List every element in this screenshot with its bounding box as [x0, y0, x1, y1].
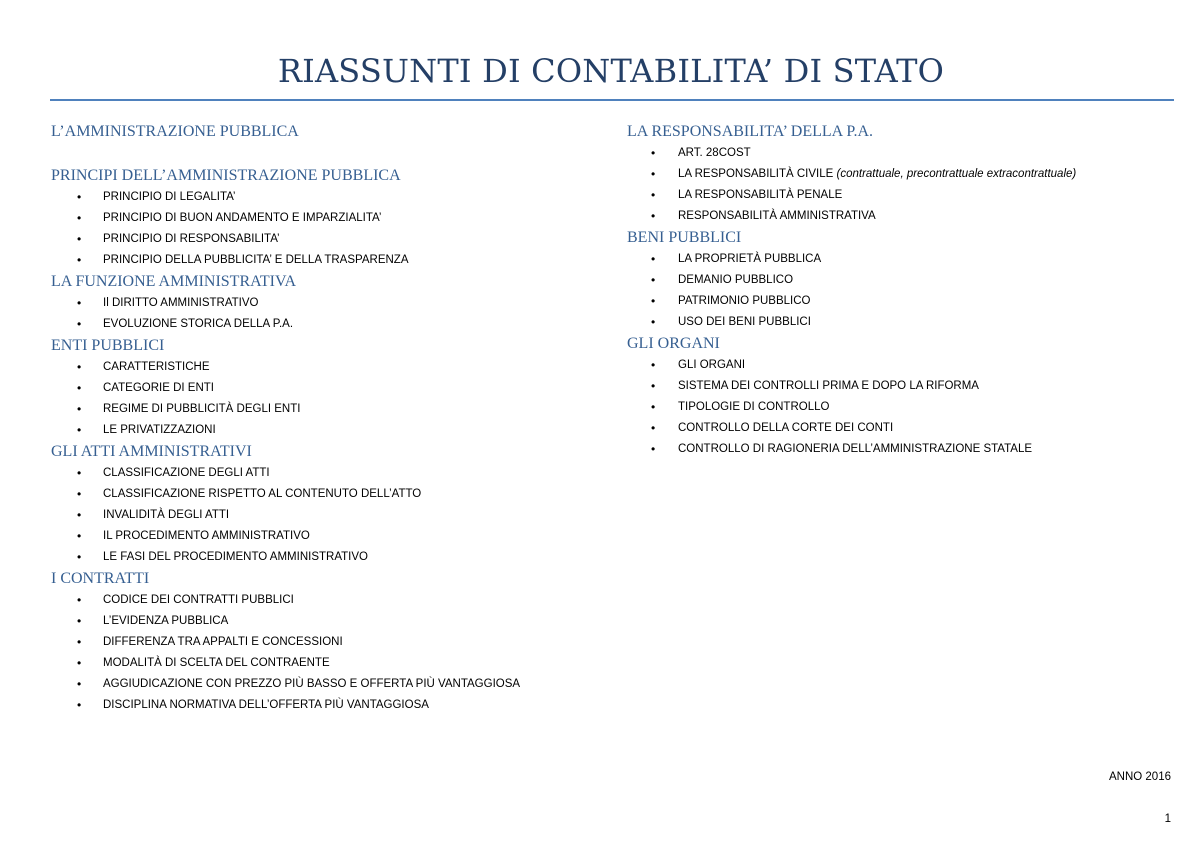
topic-list — [51, 590, 591, 716]
list-item-text: PATRIMONIO PUBBLICO — [678, 295, 811, 307]
list-item-text: CODICE DEI CONTRATTI PUBBLICI — [103, 594, 294, 606]
left-sections — [51, 165, 591, 716]
footer-year: ANNO 2016 — [1108, 771, 1171, 783]
bullet-icon: • — [77, 593, 82, 607]
list-item — [627, 143, 1177, 164]
list-item-text: EVOLUZIONE STORICA DELLA P.A. — [103, 318, 294, 330]
section-heading: I CONTRATTI — [51, 570, 150, 587]
list-item — [51, 674, 591, 695]
intro-heading: L’AMMINISTRAZIONE PUBBLICA — [51, 123, 299, 140]
list-item — [51, 399, 591, 420]
list-item-text: TIPOLOGIE DI CONTROLLO — [678, 401, 830, 413]
list-item — [627, 418, 1177, 439]
topic-list — [627, 143, 1177, 227]
bullet-icon: • — [651, 273, 656, 287]
bullet-icon: • — [651, 315, 656, 329]
list-item-text: IL PROCEDIMENTO AMMINISTRATIVO — [103, 530, 310, 542]
list-item-text: DISCIPLINA NORMATIVA DELL’OFFERTA PIÙ VANTAGGIOSA — [103, 699, 429, 711]
list-item-text: GLI ORGANI — [678, 359, 746, 371]
intro-spacer — [51, 143, 591, 165]
bullet-icon: • — [651, 209, 656, 223]
topic-list — [51, 293, 591, 335]
list-item-text: INVALIDITÀ DEGLI ATTI — [103, 509, 230, 521]
bullet-icon: • — [77, 698, 82, 712]
section-heading: BENI PUBBLICI — [627, 229, 742, 246]
list-item — [627, 164, 1177, 185]
list-item-text: LA PROPRIETÀ PUBBLICA — [678, 253, 822, 265]
list-item-text: LA RESPONSABILITÀ CIVILE — [678, 168, 837, 180]
list-item — [51, 695, 591, 716]
list-item — [51, 611, 591, 632]
list-item — [627, 312, 1177, 333]
list-item-text: LE FASI DEL PROCEDIMENTO AMMINISTRATIVO — [103, 551, 368, 563]
list-item-text: L’EVIDENZA PUBBLICA — [103, 615, 229, 627]
list-item — [51, 250, 591, 271]
bullet-icon: • — [77, 466, 82, 480]
bullet-icon: • — [77, 381, 82, 395]
list-item — [51, 420, 591, 441]
bullet-icon: • — [77, 317, 82, 331]
list-item — [51, 632, 591, 653]
bullet-icon: • — [651, 252, 656, 266]
list-item-text: PRINCIPIO DELLA PUBBLICITA’ E DELLA TRASPARENZA — [103, 254, 409, 266]
list-item — [627, 397, 1177, 418]
bullet-icon: • — [651, 358, 656, 372]
document-title: RIASSUNTI DI CONTABILITA’ DI STATO — [277, 52, 945, 90]
list-item — [51, 357, 591, 378]
bullet-icon: • — [651, 146, 656, 160]
bullet-icon: • — [77, 656, 82, 670]
bullet-icon: • — [77, 253, 82, 267]
bullet-icon: • — [77, 190, 82, 204]
list-item — [627, 376, 1177, 397]
list-item — [51, 653, 591, 674]
bullet-icon: • — [77, 508, 82, 522]
bullet-icon: • — [77, 360, 82, 374]
list-item-text: MODALITÀ DI SCELTA DEL CONTRAENTE — [103, 657, 330, 669]
list-item-text: CATEGORIE DI ENTI — [103, 382, 214, 394]
left-column — [51, 121, 591, 716]
bullet-icon: • — [77, 211, 82, 225]
list-item — [627, 249, 1177, 270]
topic-list — [51, 463, 591, 568]
list-item-text: CONTROLLO DI RAGIONERIA DELL’AMMINISTRAZIONE STATALE — [678, 443, 1033, 455]
bullet-icon: • — [651, 167, 656, 181]
list-item — [51, 378, 591, 399]
list-item-text: SISTEMA DEI CONTROLLI PRIMA E DOPO LA RIFORMA — [678, 380, 979, 392]
list-item — [51, 463, 591, 484]
list-item-text: CARATTERISTICHE — [103, 361, 210, 373]
bullet-icon: • — [77, 487, 82, 501]
list-item — [51, 526, 591, 547]
list-item-text: PRINCIPIO DI BUON ANDAMENTO E IMPARZIALITA’ — [103, 212, 382, 224]
list-item — [51, 187, 591, 208]
right-column — [627, 121, 1177, 460]
bullet-icon: • — [77, 677, 82, 691]
list-item-text: PRINCIPIO DI RESPONSABILITA’ — [103, 233, 280, 245]
bullet-icon: • — [77, 423, 82, 437]
bullet-icon: • — [651, 421, 656, 435]
bullet-icon: • — [651, 379, 656, 393]
topic-list — [51, 357, 591, 441]
section-heading: LA FUNZIONE AMMINISTRATIVA — [51, 273, 297, 290]
list-item-text: DIFFERENZA TRA APPALTI E CONCESSIONI — [103, 636, 343, 648]
bullet-icon: • — [651, 442, 656, 456]
list-item — [51, 505, 591, 526]
list-item — [51, 590, 591, 611]
list-item — [51, 547, 591, 568]
list-item-text: RESPONSABILITÀ AMMINISTRATIVA — [678, 210, 876, 222]
title-rule — [50, 99, 1174, 101]
list-item-text: REGIME DI PUBBLICITÀ DEGLI ENTI — [103, 403, 301, 415]
list-item-note: (contrattuale, precontrattuale extracontrattuale) — [836, 168, 1077, 180]
list-item-text: CLASSIFICAZIONE RISPETTO AL CONTENUTO DELL’ATTO — [103, 488, 422, 500]
bullet-icon: • — [651, 294, 656, 308]
list-item — [627, 439, 1177, 460]
list-item-text: DEMANIO PUBBLICO — [678, 274, 794, 286]
list-item — [627, 206, 1177, 227]
list-item — [51, 208, 591, 229]
list-item — [627, 291, 1177, 312]
list-item-text: CLASSIFICAZIONE DEGLI ATTI — [103, 467, 270, 479]
topic-list — [627, 249, 1177, 333]
topic-list — [51, 187, 591, 271]
bullet-icon: • — [77, 296, 82, 310]
list-item — [627, 270, 1177, 291]
right-sections — [627, 121, 1177, 460]
section-heading: GLI ORGANI — [627, 335, 720, 352]
list-item — [51, 314, 591, 335]
bullet-icon: • — [77, 614, 82, 628]
section-heading: PRINCIPI DELL’AMMINISTRAZIONE PUBBLICA — [51, 167, 401, 184]
page-number: 1 — [1164, 813, 1171, 825]
section-heading: GLI ATTI AMMINISTRATIVI — [51, 443, 252, 460]
list-item-text: LE PRIVATIZZAZIONI — [103, 424, 216, 436]
list-item-text: ART. 28COST — [678, 147, 751, 159]
list-item — [627, 355, 1177, 376]
bullet-icon: • — [651, 188, 656, 202]
list-item-text: Il DIRITTO AMMINISTRATIVO — [103, 297, 259, 309]
list-item-text: USO DEI BENI PUBBLICI — [678, 316, 811, 328]
list-item — [51, 484, 591, 505]
bullet-icon: • — [77, 232, 82, 246]
bullet-icon: • — [77, 635, 82, 649]
bullet-icon: • — [651, 400, 656, 414]
section-heading: LA RESPONSABILITA’ DELLA P.A. — [627, 123, 873, 140]
list-item-text: CONTROLLO DELLA CORTE DEI CONTI — [678, 422, 894, 434]
list-item-text: LA RESPONSABILITÀ PENALE — [678, 189, 843, 201]
section-heading: ENTI PUBBLICI — [51, 337, 165, 354]
topic-list — [627, 355, 1177, 460]
list-item — [51, 229, 591, 250]
list-item — [51, 293, 591, 314]
list-item-text: AGGIUDICAZIONE CON PREZZO PIÙ BASSO E OFFERTA PIÙ VANTAGGIOSA — [103, 678, 521, 690]
list-item — [627, 185, 1177, 206]
bullet-icon: • — [77, 402, 82, 416]
bullet-icon: • — [77, 550, 82, 564]
list-item-text: PRINCIPIO DI LEGALITA’ — [103, 191, 236, 203]
bullet-icon: • — [77, 529, 82, 543]
